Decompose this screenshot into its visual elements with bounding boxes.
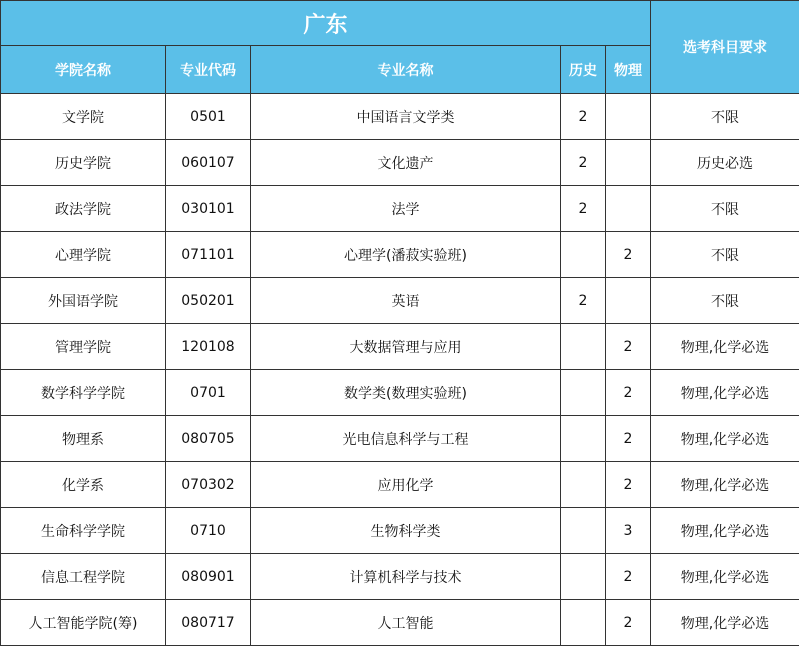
cell-history	[561, 508, 606, 554]
table-row	[1, 370, 799, 416]
cell-physics: 2	[606, 462, 651, 508]
cell-major: 英语	[251, 278, 561, 324]
cell-history: 2	[561, 278, 606, 324]
cell-code: 030101	[166, 186, 251, 232]
table-row	[1, 94, 799, 140]
cell-requirement: 物理,化学必选	[651, 416, 799, 462]
region-header-row	[1, 1, 799, 46]
table-row	[1, 278, 799, 324]
cell-major: 文化遗产	[251, 140, 561, 186]
cell-requirement: 物理,化学必选	[651, 600, 799, 646]
cell-physics: 3	[606, 508, 651, 554]
cell-requirement: 物理,化学必选	[651, 554, 799, 600]
cell-major: 大数据管理与应用	[251, 324, 561, 370]
header-code: 专业代码	[166, 46, 251, 94]
cell-history	[561, 462, 606, 508]
cell-requirement: 不限	[651, 186, 799, 232]
cell-requirement: 不限	[651, 94, 799, 140]
cell-code: 050201	[166, 278, 251, 324]
cell-requirement: 物理,化学必选	[651, 462, 799, 508]
table-row	[1, 416, 799, 462]
cell-code: 0701	[166, 370, 251, 416]
header-college: 学院名称	[1, 46, 166, 94]
table-row	[1, 554, 799, 600]
cell-requirement: 物理,化学必选	[651, 370, 799, 416]
cell-college: 化学系	[1, 462, 166, 508]
cell-college: 物理系	[1, 416, 166, 462]
cell-code: 0501	[166, 94, 251, 140]
cell-physics: 2	[606, 416, 651, 462]
header-major: 专业名称	[251, 46, 561, 94]
cell-requirement: 物理,化学必选	[651, 324, 799, 370]
cell-major: 人工智能	[251, 600, 561, 646]
cell-major: 应用化学	[251, 462, 561, 508]
cell-physics	[606, 186, 651, 232]
cell-major: 光电信息科学与工程	[251, 416, 561, 462]
header-requirement: 选考科目要求	[651, 1, 799, 94]
table-row	[1, 140, 799, 186]
cell-history	[561, 600, 606, 646]
cell-code: 120108	[166, 324, 251, 370]
cell-requirement: 物理,化学必选	[651, 508, 799, 554]
cell-college: 外国语学院	[1, 278, 166, 324]
header-physics: 物理	[606, 46, 651, 94]
cell-major: 心理学(潘菽实验班)	[251, 232, 561, 278]
cell-college: 数学科学学院	[1, 370, 166, 416]
cell-college: 政法学院	[1, 186, 166, 232]
table-row	[1, 324, 799, 370]
cell-code: 080717	[166, 600, 251, 646]
cell-history: 2	[561, 94, 606, 140]
cell-college: 文学院	[1, 94, 166, 140]
cell-physics: 2	[606, 324, 651, 370]
table-row	[1, 600, 799, 646]
table-row	[1, 186, 799, 232]
cell-history: 2	[561, 140, 606, 186]
cell-physics: 2	[606, 232, 651, 278]
cell-college: 心理学院	[1, 232, 166, 278]
cell-requirement: 不限	[651, 232, 799, 278]
cell-history	[561, 416, 606, 462]
cell-code: 080901	[166, 554, 251, 600]
cell-requirement: 不限	[651, 278, 799, 324]
cell-college: 生命科学学院	[1, 508, 166, 554]
cell-code: 0710	[166, 508, 251, 554]
cell-code: 071101	[166, 232, 251, 278]
cell-major: 计算机科学与技术	[251, 554, 561, 600]
table-body	[1, 94, 799, 646]
table-row	[1, 462, 799, 508]
cell-history	[561, 324, 606, 370]
header-history: 历史	[561, 46, 606, 94]
cell-history	[561, 232, 606, 278]
table-row	[1, 508, 799, 554]
cell-physics	[606, 278, 651, 324]
cell-code: 080705	[166, 416, 251, 462]
cell-history	[561, 370, 606, 416]
table-row	[1, 232, 799, 278]
cell-college: 历史学院	[1, 140, 166, 186]
cell-major: 生物科学类	[251, 508, 561, 554]
cell-physics: 2	[606, 370, 651, 416]
cell-physics	[606, 94, 651, 140]
cell-college: 人工智能学院(筹)	[1, 600, 166, 646]
cell-physics: 2	[606, 554, 651, 600]
cell-history: 2	[561, 186, 606, 232]
cell-physics	[606, 140, 651, 186]
cell-code: 070302	[166, 462, 251, 508]
cell-major: 数学类(数理实验班)	[251, 370, 561, 416]
cell-major: 法学	[251, 186, 561, 232]
cell-major: 中国语言文学类	[251, 94, 561, 140]
cell-history	[561, 554, 606, 600]
cell-requirement: 历史必选	[651, 140, 799, 186]
cell-physics: 2	[606, 600, 651, 646]
region-title: 广东	[1, 1, 651, 46]
cell-college: 管理学院	[1, 324, 166, 370]
cell-college: 信息工程学院	[1, 554, 166, 600]
cell-code: 060107	[166, 140, 251, 186]
